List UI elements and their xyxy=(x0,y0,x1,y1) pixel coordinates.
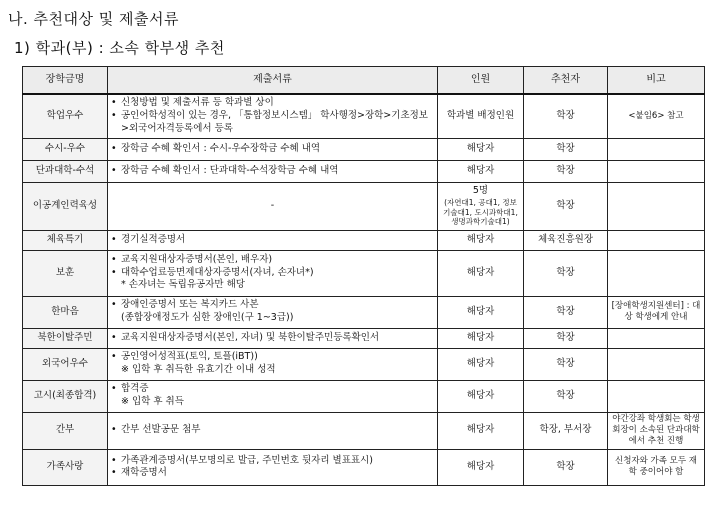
recommender: 체육진흥원장 xyxy=(524,230,608,250)
document-list xyxy=(111,351,434,364)
recommender: 학장, 부서장 xyxy=(524,412,608,449)
count-value: 해당자 xyxy=(466,424,495,436)
table-row xyxy=(23,412,705,449)
remark: 신청자와 가족 모두 재학 중이어야 함 xyxy=(608,449,705,485)
scholarship-name: 가족사랑 xyxy=(23,449,108,485)
recommender: 학장 xyxy=(524,94,608,138)
remark xyxy=(608,348,705,380)
required-documents xyxy=(108,250,438,296)
recommender: 학장 xyxy=(524,449,608,485)
table-row xyxy=(23,380,705,412)
table-row xyxy=(23,449,705,485)
scholarship-name: 외국어우수 xyxy=(23,348,108,380)
document-item: • 가족관계증명서(부모명의로 발급, 주민번호 뒷자리 별표표시) xyxy=(111,455,434,468)
table-row xyxy=(23,160,705,182)
count-value: 해당자 xyxy=(466,142,495,154)
table-body xyxy=(23,94,705,485)
remark xyxy=(608,250,705,296)
document-list xyxy=(111,234,434,247)
document-list xyxy=(111,165,434,178)
scholarship-name: 보훈 xyxy=(23,250,108,296)
recommender: 학장 xyxy=(524,250,608,296)
recipient-count xyxy=(438,94,524,138)
scholarship-name: 간부 xyxy=(23,412,108,449)
count-value: 학과별 배정인원 xyxy=(446,109,515,121)
required-documents xyxy=(108,412,438,449)
document-list xyxy=(111,299,434,312)
recommender: 학장 xyxy=(524,348,608,380)
table-header-row xyxy=(23,67,705,95)
recipient-count xyxy=(438,230,524,250)
recipient-count xyxy=(438,328,524,348)
remark xyxy=(608,380,705,412)
recipient-count xyxy=(438,348,524,380)
document-item: • 장애인증명서 또는 복지카드 사본 xyxy=(111,299,434,312)
subsection-heading: 1) 학과(부) : 소속 학부생 추천 xyxy=(14,39,225,57)
document-item: • 경기실적증명서 xyxy=(111,234,434,247)
count-value: 해당자 xyxy=(466,266,495,278)
document-item: • 재학증명서 xyxy=(111,467,434,480)
count-detail: (자연대1, 공대1, 정보기술대1, 도시과학대1, 생명과학기술대1) xyxy=(443,197,518,227)
table-row xyxy=(23,138,705,160)
recipient-count xyxy=(438,182,524,230)
recipient-count xyxy=(438,296,524,328)
column-header-scholarship: 장학금명 xyxy=(23,67,108,95)
count-value: 해당자 xyxy=(466,305,495,317)
scholarship-table xyxy=(22,66,705,486)
document-list xyxy=(111,455,434,481)
section-heading: 나. 추천대상 및 제출서류 xyxy=(8,10,179,28)
scholarship-name: 단과대학-수석 xyxy=(23,160,108,182)
required-documents: - xyxy=(108,182,438,230)
document-note: (종합장애정도가 심한 장애인(구 1~3급)) xyxy=(121,312,294,323)
table-row xyxy=(23,348,705,380)
recipient-count xyxy=(438,250,524,296)
scholarship-name: 한마음 xyxy=(23,296,108,328)
remark: <붙임6> 참고 xyxy=(608,94,705,138)
required-documents xyxy=(108,348,438,380)
recommender: 학장 xyxy=(524,160,608,182)
required-documents xyxy=(108,296,438,328)
document-item: • 합격증 xyxy=(111,383,434,396)
scholarship-name: 북한이탈주민 xyxy=(23,328,108,348)
scholarship-name: 이공계인력육성 xyxy=(23,182,108,230)
recommender: 학장 xyxy=(524,182,608,230)
scholarship-name: 체육특기 xyxy=(23,230,108,250)
required-documents xyxy=(108,138,438,160)
required-documents xyxy=(108,449,438,485)
document-list xyxy=(111,424,434,437)
remark xyxy=(608,230,705,250)
table-row xyxy=(23,296,705,328)
column-header-remarks: 비고 xyxy=(608,67,705,95)
remark xyxy=(608,160,705,182)
count-value: 해당자 xyxy=(466,389,495,401)
document-list xyxy=(111,143,434,156)
recipient-count xyxy=(438,380,524,412)
document-list xyxy=(111,254,434,280)
table-row xyxy=(23,328,705,348)
document-item: • 공인영어성적표(토익, 토플(iBT)) xyxy=(111,351,434,364)
remark xyxy=(608,182,705,230)
required-documents xyxy=(108,94,438,138)
column-header-documents: 제출서류 xyxy=(108,67,438,95)
count-value: 5명 xyxy=(472,184,489,196)
document-note: ※ 입학 후 취득한 유효기간 이내 성적 xyxy=(121,364,276,375)
document-item: • 간부 선발공문 첨부 xyxy=(111,424,434,437)
required-documents xyxy=(108,328,438,348)
document-item: • 교육지원대상자증명서(본인, 자녀) 및 북한이탈주민등록확인서 xyxy=(111,332,434,345)
recipient-count xyxy=(438,138,524,160)
count-value: 해당자 xyxy=(466,164,495,176)
required-documents xyxy=(108,380,438,412)
recipient-count xyxy=(438,412,524,449)
recipient-count xyxy=(438,160,524,182)
document-item: • 장학금 수혜 확인서 : 수시-우수장학금 수혜 내역 xyxy=(111,143,434,156)
document-note: * 손자녀는 독립유공자만 해당 xyxy=(121,279,245,291)
table-row xyxy=(23,230,705,250)
document-note: ※ 입학 후 취득 xyxy=(121,396,184,407)
remark: 야간강좌 학생회는 학생회장이 소속된 단과대학에서 추천 진행 xyxy=(608,412,705,449)
count-value: 해당자 xyxy=(466,461,495,472)
document-list xyxy=(111,332,434,345)
required-documents xyxy=(108,160,438,182)
document-list xyxy=(111,383,434,396)
count-value: 해당자 xyxy=(466,357,495,369)
document-list xyxy=(111,97,434,135)
table-row xyxy=(23,250,705,296)
recommender: 학장 xyxy=(524,328,608,348)
recommender: 학장 xyxy=(524,380,608,412)
recommender: 학장 xyxy=(524,296,608,328)
remark: [장애학생지원센터] : 대상 학생에게 안내 xyxy=(608,296,705,328)
document-item: • 장학금 수혜 확인서 : 단과대학-수석장학금 수혜 내역 xyxy=(111,165,434,178)
column-header-count: 인원 xyxy=(438,67,524,95)
table-row xyxy=(23,182,705,230)
column-header-recommender: 추천자 xyxy=(524,67,608,95)
remark xyxy=(608,138,705,160)
document-item: • 대학수업료등면제대상자증명서(자녀, 손자녀*) xyxy=(111,267,434,280)
count-value: 해당자 xyxy=(466,331,495,343)
count-value: 해당자 xyxy=(466,233,495,245)
document-item: • 교육지원대상자증명서(본인, 배우자) xyxy=(111,254,434,267)
scholarship-name: 학업우수 xyxy=(23,94,108,138)
scholarship-name: 수시-우수 xyxy=(23,138,108,160)
recommender: 학장 xyxy=(524,138,608,160)
document-item: • 신청방법 및 제출서류 등 학과별 상이 xyxy=(111,97,434,110)
required-documents xyxy=(108,230,438,250)
document-item: • 공인어학성적이 있는 경우, 「통합정보시스템」 학사행정>장학>기초정보>외국어자격등록에서 등록 xyxy=(111,110,434,136)
recipient-count xyxy=(438,449,524,485)
scholarship-name: 고시(최종합격) xyxy=(23,380,108,412)
table-row xyxy=(23,94,705,138)
remark xyxy=(608,328,705,348)
